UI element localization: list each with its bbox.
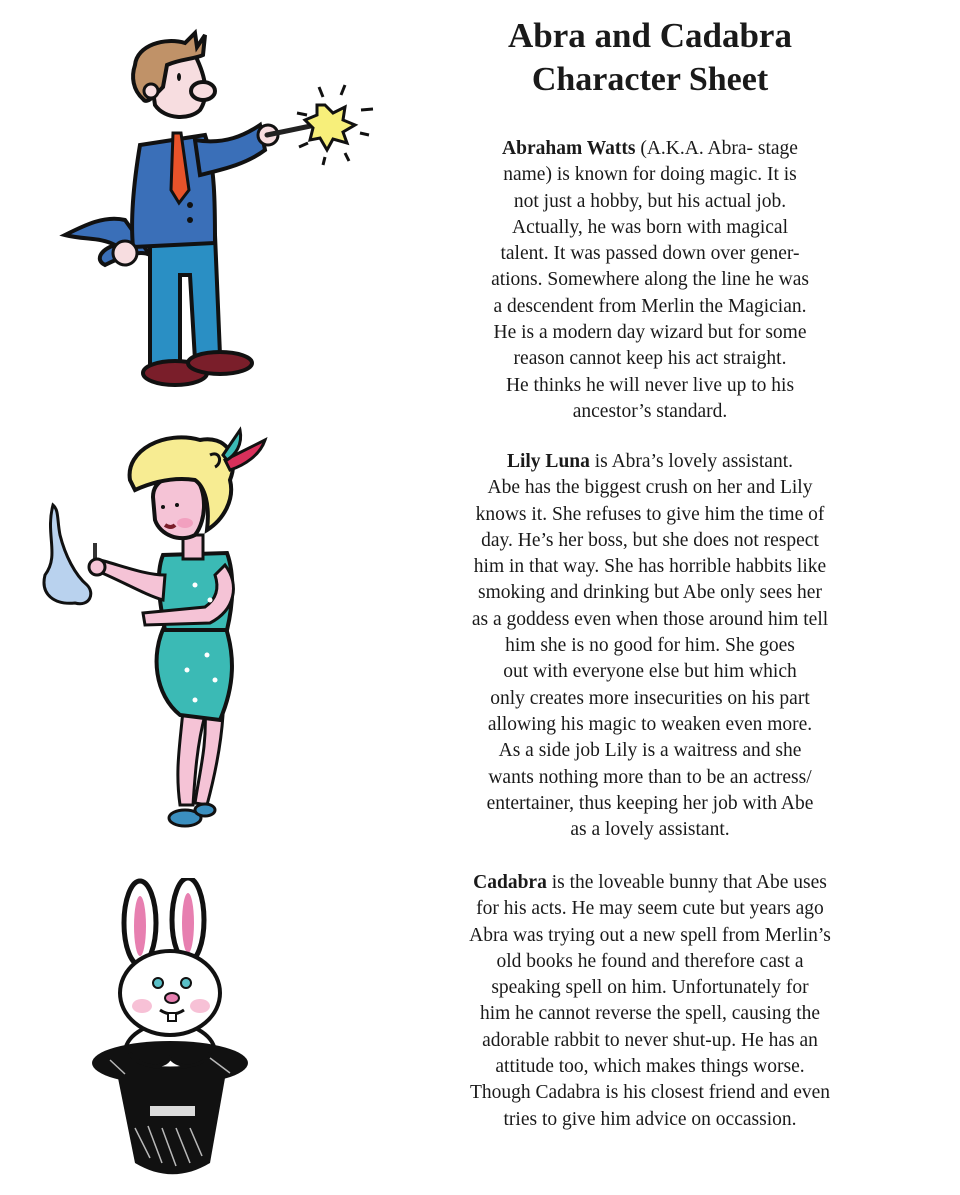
character-name: Cadabra bbox=[473, 872, 547, 893]
bio-cadabra: Cadabra is the loveable bunny that Abe uses for his acts. He may seem cute but years ago Abra was trying out a new spell from Merlin’s old books he found and therefore cast a speaking spell on him. Unfortunately for him he cannot reverse the spell, causing the adorable rabbit to never shut-up. He has an attitude too, which makes things worse. Though Cadabra is his closest friend and even tries to give him advice on occassion. bbox=[469, 872, 831, 1130]
bio-abraham-watts: Abraham Watts (A.K.A. Abra- stage name) is known for doing magic. It is not just a hobby, but his actual job. Actually, he was born with magical talent. It was passed down over gener- ations. Somewhere along the line he was a descendent from Merlin the Magician. He is a modern day wizard but for some reason cannot keep his act straight. He thinks he will never live up to his ancestor’s standard. bbox=[491, 138, 809, 422]
character-name: Lily Luna bbox=[506, 451, 590, 472]
bio-lily-luna: Lily Luna is Abra’s lovely assistant. Abe has the biggest crush on her and Lily knows it. She refuses to give him the time of day. He’s her boss, but she does not respect him in that way. She has horrible habbits like smoking and drinking but Abe only sees her as a goddess even when those around him tell him she is no good for him. She goes out with everyone else but him which only creates more insecurities on his part allowing his magic to weaken even more. As a side job Lily is a waitress and she wants nothing more than to be an actress/ entertainer, thus keeping her job with Abe as a lovely assistant. bbox=[471, 451, 829, 841]
page-subtitle: Character Sheet bbox=[531, 61, 769, 98]
page-title: Abra and Cadabra bbox=[508, 16, 792, 55]
assistant-smoking-illustration bbox=[35, 425, 285, 835]
title-block bbox=[440, 14, 860, 102]
character-name: Abraham Watts bbox=[502, 138, 636, 159]
wizard-with-wand-illustration bbox=[55, 25, 375, 395]
bunny-in-top-hat-illustration bbox=[90, 878, 260, 1178]
